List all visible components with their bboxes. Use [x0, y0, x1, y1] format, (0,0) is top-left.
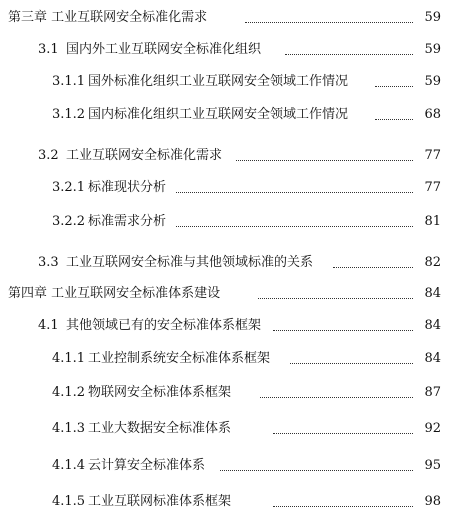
toc-entry-title: 工业互联网安全标准与其他领域标准的关系: [66, 252, 314, 274]
toc-entry-subsection[interactable]: [0, 104, 453, 126]
toc-entry-page: 59: [422, 7, 441, 29]
toc-entry-title: 工业大数据安全标准体系: [88, 418, 232, 440]
toc-entry-page: 82: [422, 252, 441, 274]
toc-entry-title: 工业互联网标准体系框架: [88, 491, 232, 513]
toc-entry-title: 标准需求分析: [88, 211, 167, 233]
toc-entry-page: 84: [422, 283, 441, 305]
toc-entry-section[interactable]: [0, 315, 453, 337]
toc-entry-number: 4.1.3: [52, 421, 86, 436]
toc-entry-number: 4.1.4: [52, 458, 86, 473]
toc-entry-title: 第三章 工业互联网安全标准化需求: [8, 7, 208, 29]
dot-leader: [375, 119, 413, 120]
toc-entry-subsection[interactable]: [0, 348, 453, 370]
dot-leader: [290, 363, 413, 364]
toc-entry-page: 77: [422, 177, 441, 199]
toc-entry-number: 4.1.1: [52, 351, 86, 366]
dot-leader: [258, 298, 413, 299]
dot-leader: [220, 470, 413, 471]
toc-entry-number: 3.1.2: [52, 107, 86, 122]
toc-entry-number: 3.2.2: [52, 214, 86, 229]
toc-entry-subsection[interactable]: [0, 418, 453, 440]
toc-entry-subsection[interactable]: [0, 177, 453, 199]
dot-leader: [236, 160, 413, 161]
dot-leader: [273, 506, 413, 507]
toc-entry-title: 国内标准化组织工业互联网安全领域工作情况: [88, 104, 349, 126]
toc-entry-subsection[interactable]: [0, 455, 453, 477]
toc-entry-subsection[interactable]: [0, 71, 453, 93]
toc-entry-number: 3.2: [38, 148, 59, 163]
toc-entry-page: 84: [422, 315, 441, 337]
toc-entry-chapter-3[interactable]: [0, 7, 453, 29]
toc-entry-subsection[interactable]: [0, 382, 453, 404]
dot-leader: [260, 397, 413, 398]
toc-entry-number: 3.1.1: [52, 74, 86, 89]
toc-entry-page: 98: [422, 491, 441, 513]
toc-entry-title: 国外标准化组织工业互联网安全领域工作情况: [88, 71, 349, 93]
toc-entry-number: 3.3: [38, 255, 59, 270]
toc-entry-title: 物联网安全标准体系框架: [88, 382, 232, 404]
toc-entry-title: 国内外工业互联网安全标准化组织: [66, 39, 262, 61]
toc-entry-page: 81: [422, 211, 441, 233]
toc-entry-page: 92: [422, 418, 441, 440]
toc-entry-page: 59: [422, 39, 441, 61]
toc-entry-section[interactable]: [0, 252, 453, 274]
dot-leader: [273, 433, 413, 434]
toc-entry-title: 标准现状分析: [88, 177, 167, 199]
toc-entry-number: 4.1.5: [52, 494, 86, 509]
toc-entry-subsection[interactable]: [0, 491, 453, 513]
toc-entry-page: 68: [422, 104, 441, 126]
toc-entry-section[interactable]: [0, 145, 453, 167]
toc-entry-section[interactable]: [0, 39, 453, 61]
dot-leader: [273, 330, 413, 331]
toc-entry-title: 云计算安全标准体系: [88, 455, 206, 477]
toc-entry-page: 95: [422, 455, 441, 477]
toc-entry-title: 工业互联网安全标准化需求: [66, 145, 223, 167]
toc-entry-number: 4.1: [38, 318, 59, 333]
toc-entry-subsection[interactable]: [0, 211, 453, 233]
toc-entry-number: 3.1: [38, 42, 59, 57]
dot-leader: [176, 226, 413, 227]
toc-entry-title: 第四章 工业互联网安全标准体系建设: [8, 283, 221, 305]
toc-entry-page: 84: [422, 348, 441, 370]
dot-leader: [333, 267, 413, 268]
toc-entry-chapter-4[interactable]: [0, 283, 453, 305]
toc-entry-page: 59: [422, 71, 441, 93]
toc-entry-page: 87: [422, 382, 441, 404]
toc-entry-title: 工业控制系统安全标准体系框架: [88, 348, 271, 370]
dot-leader: [176, 192, 413, 193]
toc-entry-title: 其他领域已有的安全标准体系框架: [66, 315, 262, 337]
dot-leader: [245, 22, 413, 23]
toc-entry-page: 77: [422, 145, 441, 167]
toc-entry-number: 3.2.1: [52, 180, 86, 195]
toc-entry-number: 4.1.2: [52, 385, 86, 400]
dot-leader: [285, 54, 413, 55]
dot-leader: [375, 86, 413, 87]
